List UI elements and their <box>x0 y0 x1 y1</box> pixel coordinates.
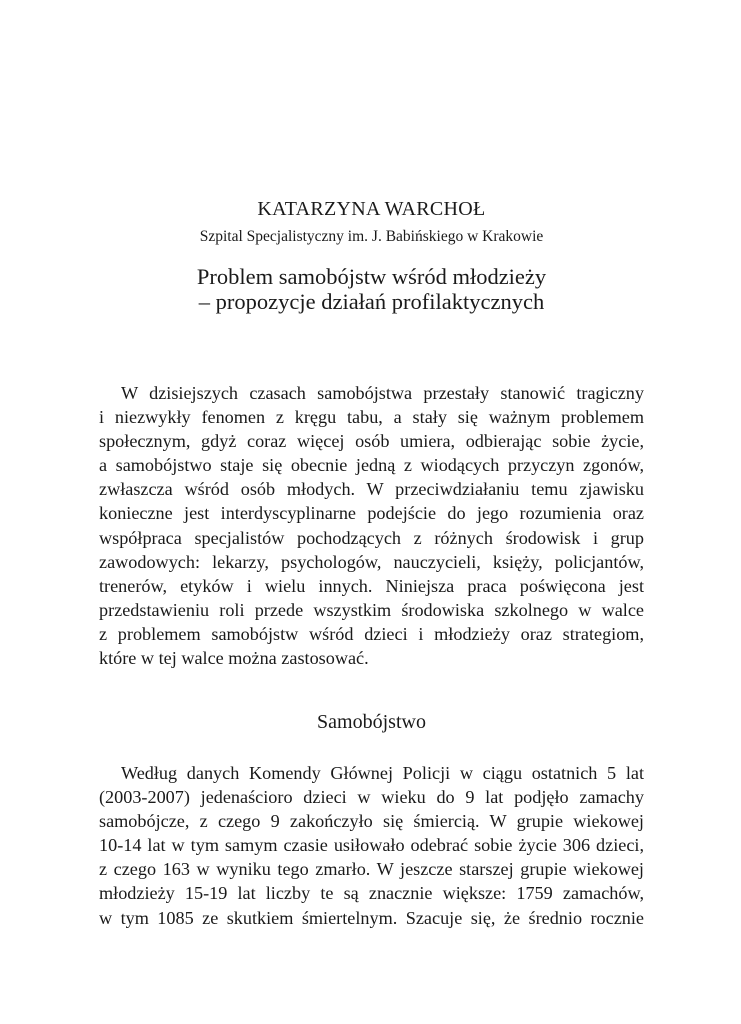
body-line: młodzieży 15-19 lat liczby te są znacznie większe: 1759 zamachów, <box>99 883 644 904</box>
title-line: Problem samobójstw wśród młodzieży <box>196 264 547 289</box>
section-body <box>99 761 644 930</box>
abstract-line: trenerów, etyków i wielu innych. Niniejsza praca poświęcona jest <box>99 575 644 596</box>
abstract-line: przedstawieniu roli przede wszystkim środowiska szkolnego w walce <box>99 599 644 620</box>
abstract <box>99 381 644 670</box>
abstract-line: z problemem samobójstw wśród dzieci i młodzieży oraz strategiom, <box>99 623 644 644</box>
abstract-line: W dzisiejszych czasach samobójstwa przestały stanowić tragiczny <box>121 383 644 403</box>
body-line: 10-14 lat w tym samym czasie usiłowało odebrać sobie życie 306 dzieci, <box>99 835 644 856</box>
abstract-line: współpraca specjalistów pochodzących z różnych środowisk i grup <box>99 527 644 548</box>
body-line: Według danych Komendy Głównej Policji w ciągu ostatnich 5 lat <box>121 763 644 783</box>
abstract-line: zwłaszcza wśród osób młodych. W przeciwdziałaniu temu zjawisku <box>99 479 644 500</box>
section-heading: Samobójstwo <box>317 711 426 733</box>
body-line: (2003-2007) jedenaścioro dzieci w wieku do 9 lat podjęło zamachy <box>99 787 644 808</box>
title-line: – propozycje działań profilaktycznych <box>198 289 545 314</box>
abstract-line: społecznym, gdyż coraz więcej osób umiera, odbierając sobie życie, <box>99 431 644 452</box>
article-title <box>99 264 644 314</box>
body-line: samobójcze, z czego 9 zakończyło się śmiercią. W grupie wiekowej <box>99 811 644 832</box>
body-line: z czego 163 w wyniku tego zmarło. W jeszcze starszej grupie wiekowej <box>99 859 644 880</box>
abstract-line: a samobójstwo staje się obecnie jedną z wiodących przyczyn zgonów, <box>99 455 644 476</box>
abstract-line: i niezwykły fenomen z kręgu tabu, a stały się ważnym problemem <box>99 407 644 428</box>
abstract-line: konieczne jest interdyscyplinarne podejście do jego rozumienia oraz <box>99 503 644 524</box>
author-affiliation: Szpital Specjalistyczny im. J. Babińskiego w Krakowie <box>199 228 544 245</box>
abstract-line: które w tej walce można zastosować. <box>99 648 369 669</box>
body-line: w tym 1085 ze skutkiem śmiertelnym. Szacuje się, że średnio rocznie <box>99 907 644 928</box>
document-page <box>99 0 644 1024</box>
abstract-line: zawodowych: lekarzy, psychologów, nauczycieli, księży, policjantów, <box>99 551 644 572</box>
author-name: KATARZYNA WARCHOŁ <box>257 198 486 220</box>
